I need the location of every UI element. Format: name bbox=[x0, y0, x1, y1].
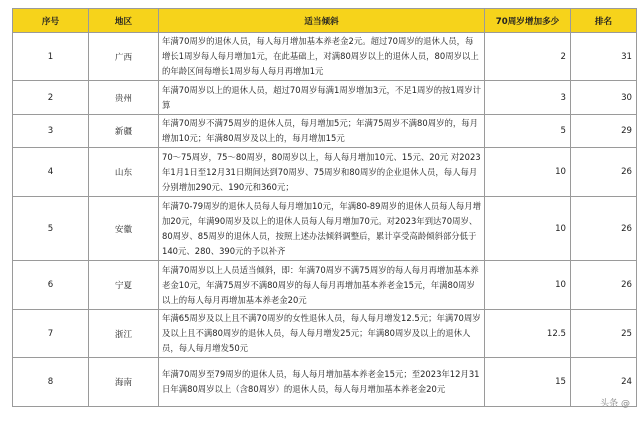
cell-amount[interactable]: 10 bbox=[485, 197, 571, 261]
cell-amount[interactable]: 3 bbox=[485, 81, 571, 115]
cell-no[interactable]: 1 bbox=[13, 33, 89, 81]
watermark-text: 头条 @ bbox=[600, 399, 630, 409]
table-row bbox=[13, 33, 637, 81]
cell-rank[interactable]: 26 bbox=[571, 148, 637, 197]
table-row bbox=[13, 261, 637, 310]
header-no[interactable]: 序号 bbox=[13, 9, 89, 33]
header-amount[interactable]: 70周岁增加多少 bbox=[485, 9, 571, 33]
header-row bbox=[13, 9, 637, 33]
cell-no[interactable]: 8 bbox=[13, 358, 89, 407]
cell-no[interactable]: 5 bbox=[13, 197, 89, 261]
cell-amount[interactable]: 2 bbox=[485, 33, 571, 81]
cell-region[interactable]: 山东 bbox=[89, 148, 159, 197]
cell-desc[interactable]: 年满70周岁至79周岁的退休人员，每人每月增加基本养老金15元；至2023年12月31日年满80周岁以上（含80周岁）的退休人员，每人每月增加基本养老金20元 bbox=[159, 358, 485, 407]
cell-desc[interactable]: 年满70周岁不满75周岁的退休人员，每月增加5元；年满75周岁不满80周岁的，每月增加10元；年满80周岁及以上的，每月增加15元 bbox=[159, 115, 485, 148]
cell-rank[interactable]: 25 bbox=[571, 310, 637, 358]
header-region[interactable]: 地区 bbox=[89, 9, 159, 33]
cell-rank[interactable]: 26 bbox=[571, 197, 637, 261]
cell-no[interactable]: 4 bbox=[13, 148, 89, 197]
header-rank[interactable]: 排名 bbox=[571, 9, 637, 33]
cell-rank[interactable]: 30 bbox=[571, 81, 637, 115]
table-row bbox=[13, 81, 637, 115]
cell-no[interactable]: 6 bbox=[13, 261, 89, 310]
cell-desc[interactable]: 年满70周岁以上人员适当倾斜，即：年满70周岁不满75周岁的每人每月再增加基本养老金10元，年满75周岁不满80周岁的每人每月再增加基本养老金15元，年满80周岁以上的每人每月再增加基本养老金20元 bbox=[159, 261, 485, 310]
table-row bbox=[13, 358, 637, 407]
cell-region[interactable]: 广西 bbox=[89, 33, 159, 81]
cell-amount[interactable]: 5 bbox=[485, 115, 571, 148]
table-row bbox=[13, 197, 637, 261]
cell-region[interactable]: 新疆 bbox=[89, 115, 159, 148]
table-row bbox=[13, 115, 637, 148]
cell-amount[interactable]: 15 bbox=[485, 358, 571, 407]
cell-no[interactable]: 3 bbox=[13, 115, 89, 148]
cell-desc[interactable]: 年满70周岁以上的退休人员，超过70周岁每满1周岁增加3元，不足1周岁的按1周岁计算 bbox=[159, 81, 485, 115]
cell-amount[interactable]: 12.5 bbox=[485, 310, 571, 358]
table-row bbox=[13, 148, 637, 197]
cell-rank[interactable]: 31 bbox=[571, 33, 637, 81]
cell-desc[interactable]: 年满70周岁的退休人员，每人每月增加基本养老金2元。超过70周岁的退休人员，每增长1周岁每人每月增加1元，在此基础上，对满80周岁以上的退休人员，80周岁以上的年龄区间每增长1周岁每人每月再增加1元 bbox=[159, 33, 485, 81]
table-row bbox=[13, 310, 637, 358]
pension-table bbox=[12, 8, 637, 407]
cell-amount[interactable]: 10 bbox=[485, 148, 571, 197]
cell-desc[interactable]: 年满65周岁及以上且不满70周岁的女性退休人员，每人每月增发12.5元；年满70周岁及以上且不满80周岁的退休人员，每人每月增发25元；年满80周岁及以上的退休人员，每人每月增发50元 bbox=[159, 310, 485, 358]
header-desc[interactable]: 适当倾斜 bbox=[159, 9, 485, 33]
cell-region[interactable]: 贵州 bbox=[89, 81, 159, 115]
cell-desc[interactable]: 70～75周岁，75～80周岁，80周岁以上，每人每月增加10元、15元、20元 对2023年1月1日至12月31日期间达到70周岁、75周岁和80周岁的企业退休人员，每人每月分别增加290元、190元和360元； bbox=[159, 148, 485, 197]
cell-no[interactable]: 2 bbox=[13, 81, 89, 115]
cell-rank[interactable]: 24 bbox=[571, 358, 637, 407]
cell-rank[interactable]: 26 bbox=[571, 261, 637, 310]
cell-region[interactable]: 宁夏 bbox=[89, 261, 159, 310]
cell-region[interactable]: 浙江 bbox=[89, 310, 159, 358]
cell-region[interactable]: 海南 bbox=[89, 358, 159, 407]
cell-region[interactable]: 安徽 bbox=[89, 197, 159, 261]
cell-no[interactable]: 7 bbox=[13, 310, 89, 358]
cell-desc[interactable]: 年满70-79周岁的退休人员每人每月增加10元，年满80-89周岁的退休人员每人每月增加20元，年满90周岁及以上的退休人员每人每月增加70元。对2023年到达70周岁、80周岁、85周岁的退休人员，按照上述办法倾斜调整后，累计享受高龄倾斜部分低于140元、280、390元的予以补齐 bbox=[159, 197, 485, 261]
cell-amount[interactable]: 10 bbox=[485, 261, 571, 310]
cell-rank[interactable]: 29 bbox=[571, 115, 637, 148]
